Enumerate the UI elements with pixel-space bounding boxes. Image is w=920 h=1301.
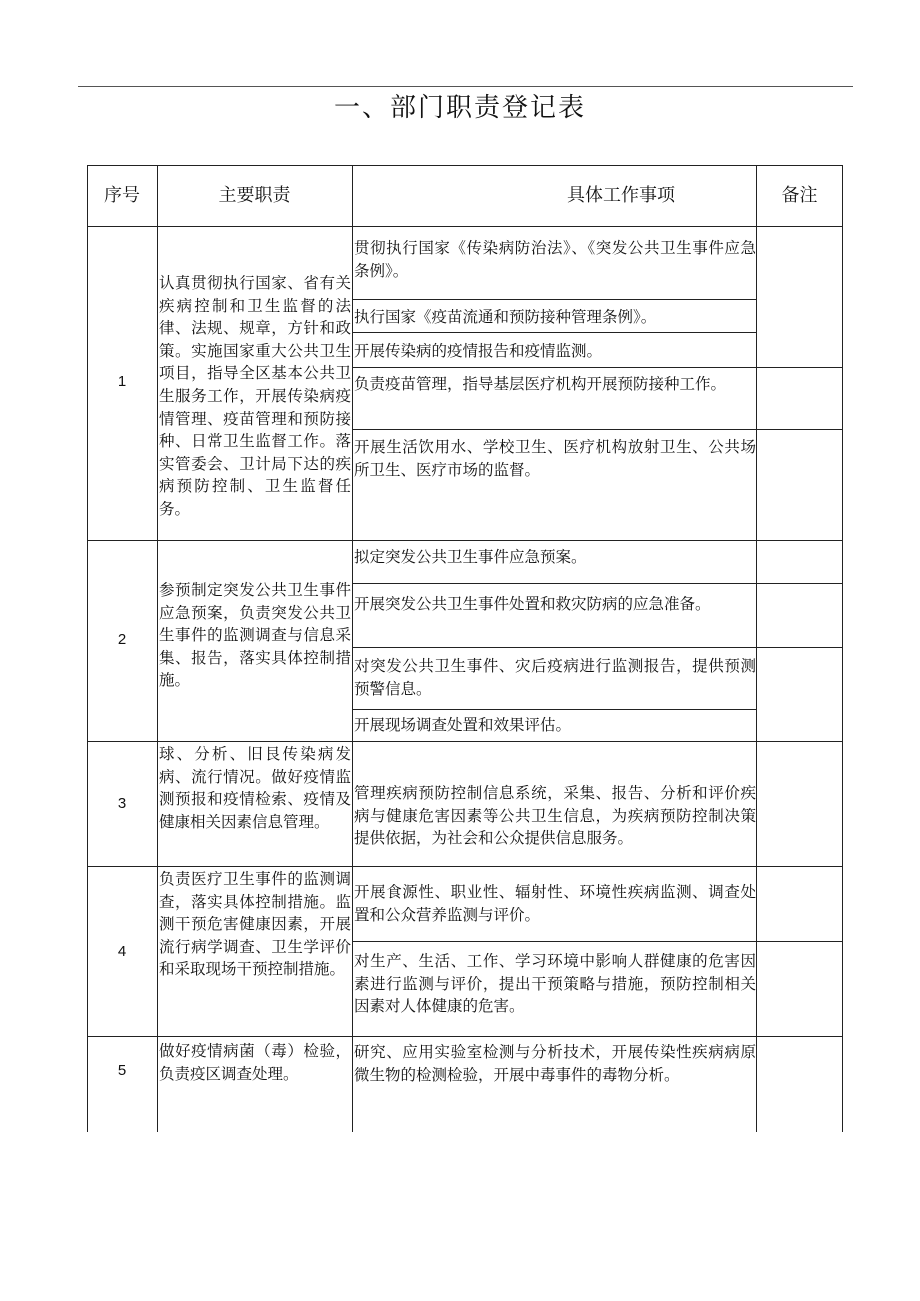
task-separator bbox=[352, 941, 843, 942]
task-item: 执行国家《疫苗流通和预防接种管理条例》。 bbox=[354, 308, 657, 326]
task-item: 拟定突发公共卫生事件应急预案。 bbox=[354, 548, 587, 566]
task-item: 开展传染病的疫情报告和疫情监测。 bbox=[354, 342, 603, 360]
task-item: 负责疫苗管理，指导基层医疗机构开展预防接种工作。 bbox=[354, 375, 727, 393]
col-border-right bbox=[842, 165, 843, 1132]
header-tasks: 具体工作事项 bbox=[567, 185, 675, 206]
row-number: 2 bbox=[117, 631, 127, 648]
header-remark: 备注 bbox=[781, 185, 818, 206]
task-item: 研究、应用实验室检测与分析技术，开展传染性疾病病原微生物的检测检验，开展中毒事件的毒物分析。 bbox=[354, 1043, 756, 1084]
task-item: 管理疾病预防控制信息系统，采集、报告、分析和评价疾病与健康危害因素等公共卫生信息，为疾病预防控制决策提供依据，为社会和公众提供信息服务。 bbox=[354, 784, 756, 848]
col-border-tasks bbox=[756, 165, 757, 1132]
task-item: 贯彻执行国家《传染病防治法》、《突发公共卫生事件应急条例》。 bbox=[354, 239, 756, 280]
header-duty: 主要职责 bbox=[218, 185, 291, 206]
header-bottom-border bbox=[87, 226, 843, 227]
task-item: 开展突发公共卫生事件处置和救灾防病的应急准备。 bbox=[354, 595, 711, 613]
row-duty: 做好疫情病菌（毒）检验，负责疫区调查处理。 bbox=[159, 1042, 351, 1083]
row-duty: 负责医疗卫生事件的监测调查，落实具体控制措施。监测干预危害健康因素，开展流行病学调查、卫生学评价和采取现场干预控制措施。 bbox=[159, 870, 351, 979]
page-title: 一、部门职责登记表 bbox=[333, 93, 586, 123]
col-border-left bbox=[87, 165, 88, 1132]
row-duty: 参预制定突发公共卫生事件应急预案，负责突发公共卫生事件的监测调查与信息采集、报告，落实具体控制措施。 bbox=[159, 581, 351, 690]
row-4-bottom-border bbox=[87, 1036, 843, 1037]
duty-register-table bbox=[87, 165, 843, 1132]
row-1-bottom-border bbox=[87, 540, 843, 541]
row-number: 1 bbox=[117, 373, 127, 390]
task-separator bbox=[352, 647, 843, 648]
row-number: 3 bbox=[117, 795, 127, 812]
row-number: 4 bbox=[117, 943, 127, 960]
row-duty: 认真贯彻执行国家、省有关疾病控制和卫生监督的法律、法规、规章，方针和政策。实施国家重大公共卫生项目，指导全区基本公共卫生服务工作，开展传染病疫情管理、疫苗管理和预防接种、日常卫生监督工作。落实管委会、卫计局下达的疾病预防控制、卫生监督任务。 bbox=[159, 274, 351, 518]
task-separator bbox=[352, 299, 756, 300]
row-3-bottom-border bbox=[87, 866, 843, 867]
task-item: 开展食源性、职业性、辐射性、环境性疾病监测、调查处置和公众营养监测与评价。 bbox=[354, 883, 756, 924]
table-top-border bbox=[87, 165, 843, 166]
col-border-duty bbox=[352, 165, 353, 1132]
task-separator bbox=[352, 332, 756, 333]
header-rule bbox=[78, 86, 853, 87]
row-number: 5 bbox=[117, 1062, 127, 1079]
task-item: 对生产、生活、工作、学习环境中影响人群健康的危害因素进行监测与评价，提出干预策略与措施，预防控制相关因素对人体健康的危害。 bbox=[354, 952, 756, 1016]
task-item: 开展现场调查处置和效果评估。 bbox=[354, 716, 572, 734]
col-border-no bbox=[157, 165, 158, 1132]
task-item: 开展生活饮用水、学校卫生、医疗机构放射卫生、公共场所卫生、医疗市场的监督。 bbox=[354, 438, 756, 479]
row-duty: 球、分析、旧艮传染病发病、流行情况。做好疫情监测预报和疫情检索、疫情及健康相关因素信息管理。 bbox=[159, 745, 351, 831]
task-separator bbox=[352, 709, 756, 710]
task-item: 对突发公共卫生事件、灾后疫病进行监测报告，提供预测预警信息。 bbox=[354, 657, 756, 698]
task-separator bbox=[352, 367, 843, 368]
task-separator bbox=[352, 429, 843, 430]
row-2-bottom-border bbox=[87, 741, 843, 742]
task-separator bbox=[352, 583, 843, 584]
header-no: 序号 bbox=[104, 185, 140, 206]
